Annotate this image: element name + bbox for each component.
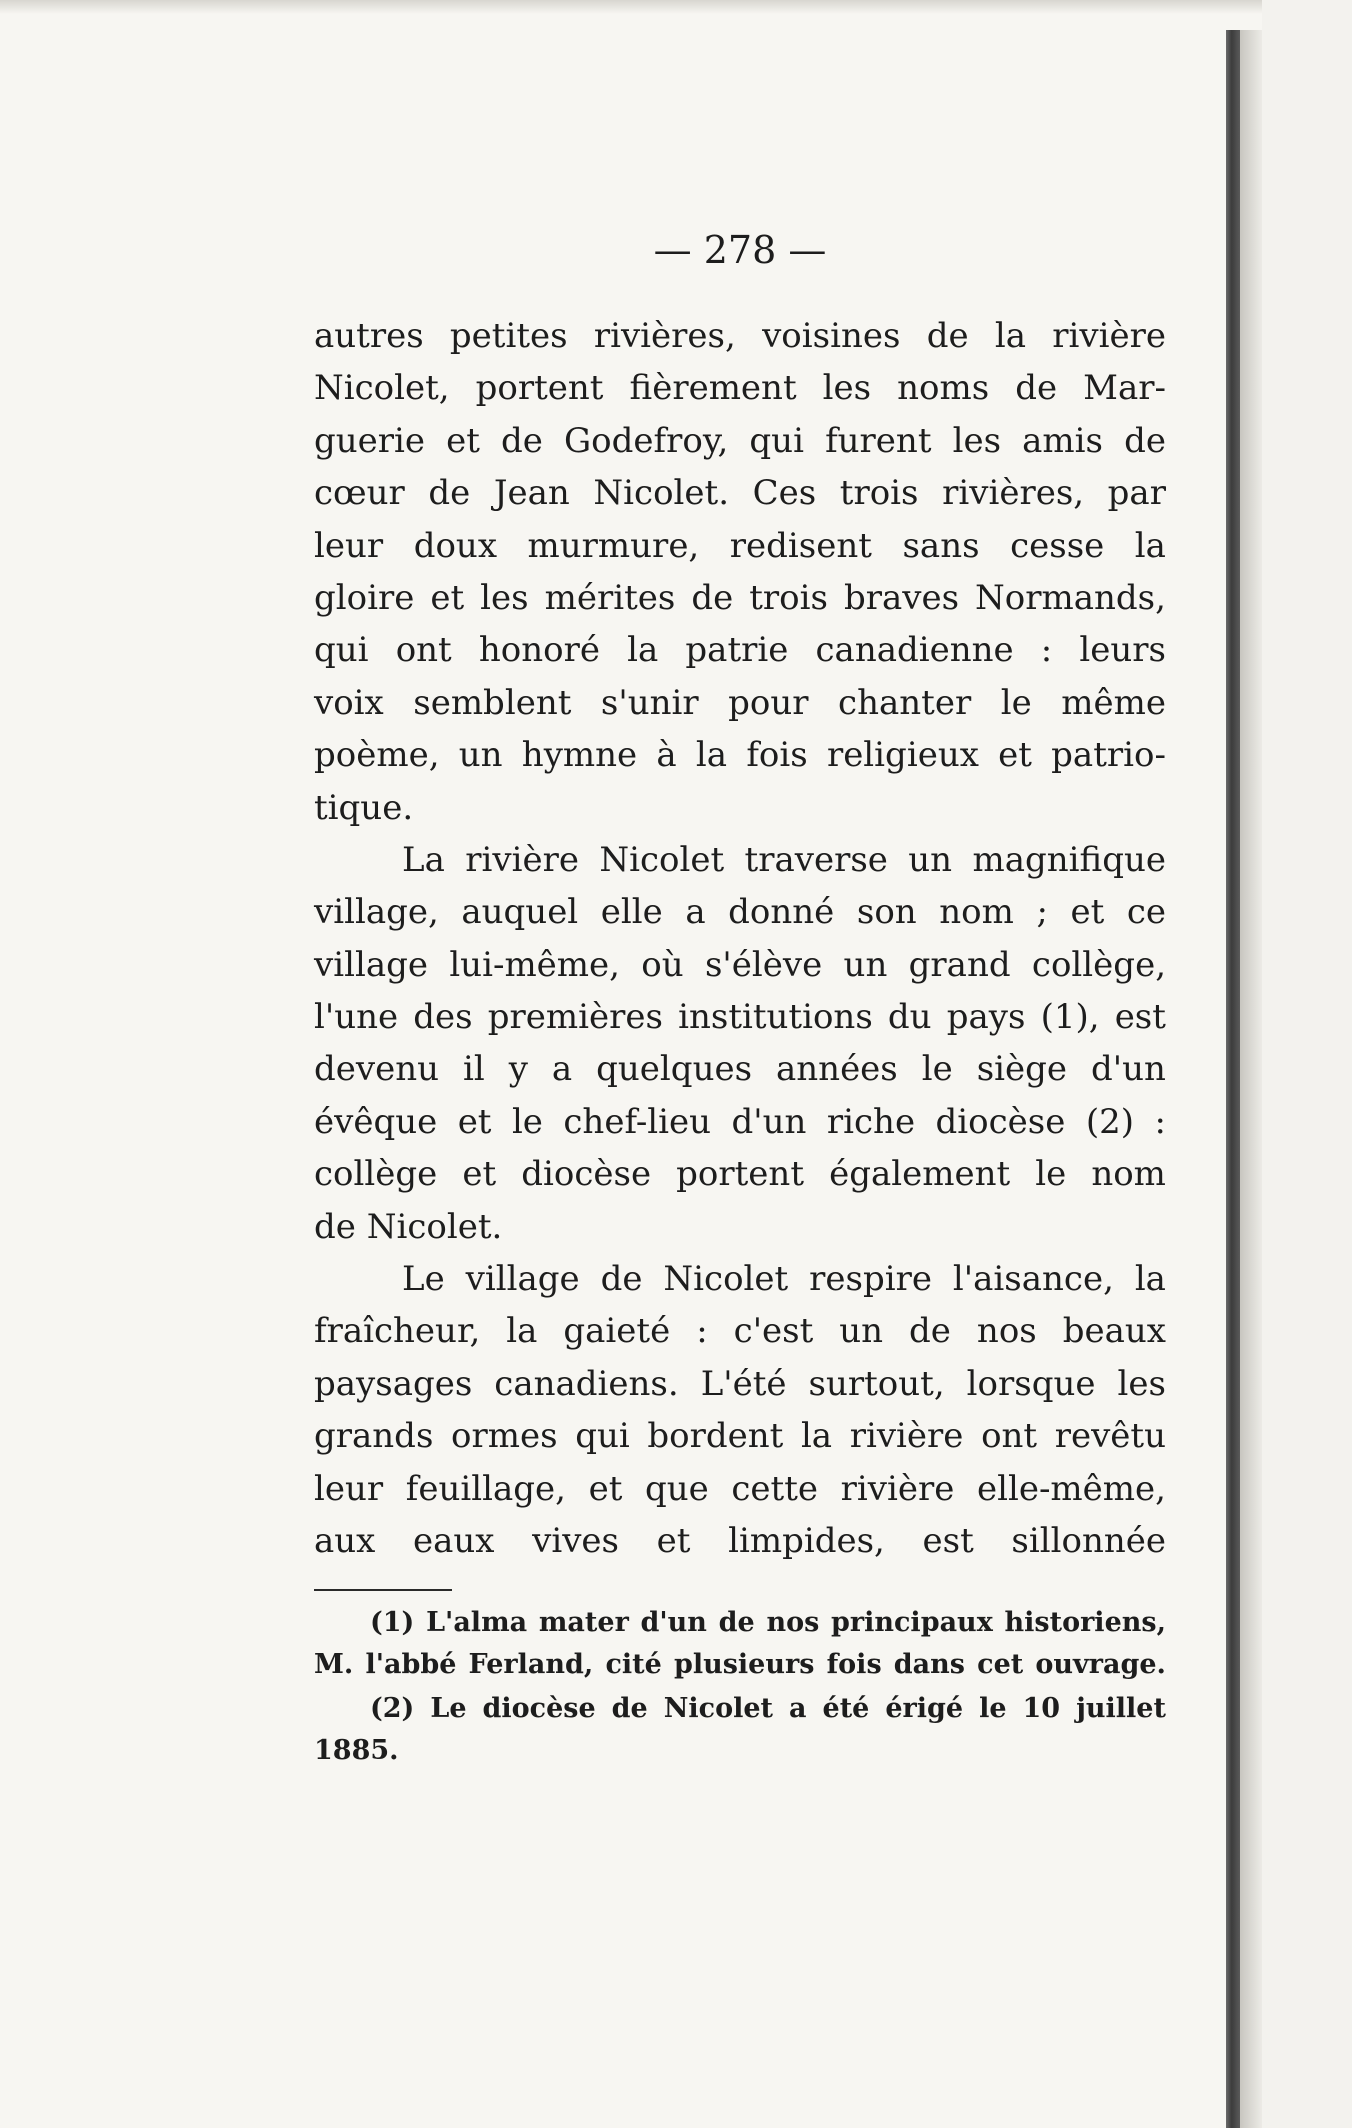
paragraph-start-line: La rivière Nicolet traverse un magnifique xyxy=(402,839,1166,880)
text-line: autres petites rivières, voisines de la rivière xyxy=(314,316,1166,356)
text-line: paysages canadiens. L'été surtout, lorsque les xyxy=(314,1363,1166,1404)
text-line: évêque et le chef-lieu d'un riche diocèse (2) : xyxy=(314,1101,1166,1142)
text-line: Nicolet, portent fièrement les noms de Mar- xyxy=(314,368,1166,409)
text-line: collège et diocèse portent également le nom xyxy=(314,1154,1166,1195)
footnote-1-line: M. l'abbé Ferland, cité plusieurs fois dans cet ouvrage. xyxy=(314,1649,1166,1680)
page-number: — 278 — xyxy=(653,228,827,272)
text-line: tique. xyxy=(314,787,414,828)
text-line: gloire et les mérites de trois braves Normands, xyxy=(314,577,1166,618)
text-line: grands ormes qui bordent la rivière ont revêtu xyxy=(314,1416,1166,1457)
text-line: de Nicolet. xyxy=(314,1206,503,1247)
text-line: fraîcheur, la gaieté : c'est un de nos beaux xyxy=(314,1311,1166,1352)
text-line: cœur de Jean Nicolet. Ces trois rivières, par xyxy=(314,473,1166,514)
footnote-2-line: 1885. xyxy=(314,1735,399,1766)
paragraph-start-line: Le village de Nicolet respire l'aisance, la xyxy=(402,1259,1166,1300)
text-line: village lui-même, où s'élève un grand collège, xyxy=(314,944,1166,985)
body-text xyxy=(314,310,1166,1567)
text-line: leur feuillage, et que cette rivière elle-même, xyxy=(314,1468,1166,1509)
text-line: poème, un hymne à la fois religieux et patrio- xyxy=(314,735,1166,776)
text-line: guerie et de Godefroy, qui furent les amis de xyxy=(314,420,1166,461)
footnote-2-line: (2) Le diocèse de Nicolet a été érigé le 10 juillet xyxy=(370,1693,1166,1724)
text-line: voix semblent s'unir pour chanter le même xyxy=(314,682,1166,723)
book-spine-gutter xyxy=(1226,30,1240,2128)
text-line: village, auquel elle a donné son nom ; et ce xyxy=(314,892,1166,933)
text-line: qui ont honoré la patrie canadienne : leurs xyxy=(314,630,1166,671)
footnotes xyxy=(314,1602,1166,1772)
text-line: devenu il y a quelques années le siège d'un xyxy=(314,1049,1166,1090)
footnote-separator xyxy=(314,1589,452,1591)
page-top-shadow xyxy=(0,0,1262,14)
text-line: leur doux murmure, redisent sans cesse la xyxy=(314,525,1166,566)
page-edge xyxy=(1240,30,1262,2128)
text-line: aux eaux vives et limpides, est sillonnée xyxy=(314,1520,1166,1561)
footnote-1-line: (1) L'alma mater d'un de nos principaux historiens, xyxy=(370,1607,1166,1638)
text-line: l'une des premières institutions du pays (1), est xyxy=(314,997,1166,1038)
adjacent-page-edge xyxy=(1262,0,1352,2128)
